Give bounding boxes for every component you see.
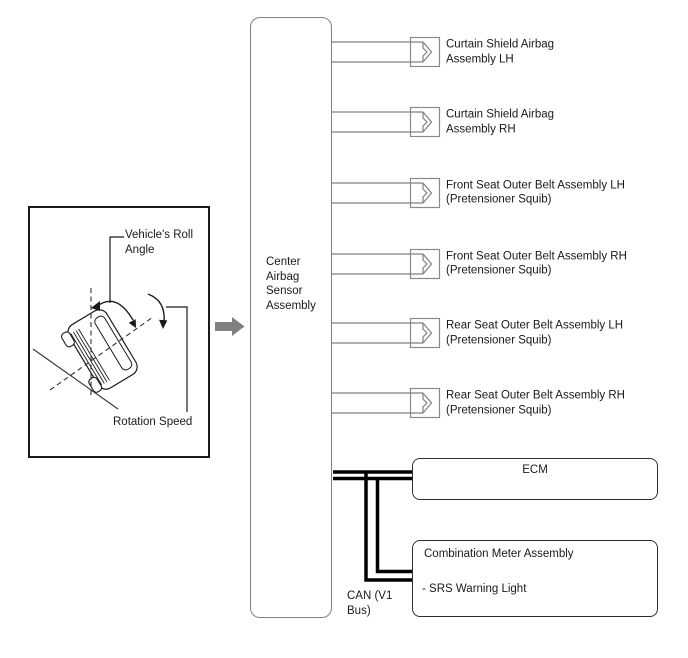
connector-icon	[332, 158, 442, 228]
wire-pair	[332, 254, 410, 274]
center-airbag-sensor-assembly-box	[250, 17, 332, 618]
center-airbag-sensor-assembly-label: Center Airbag Sensor Assembly	[266, 256, 316, 312]
srs-warning-light-label: - SRS Warning Light	[422, 583, 527, 595]
connector-icon	[332, 229, 442, 299]
peripheral-row-front-belt-lh	[332, 158, 688, 228]
connector-icon	[332, 17, 442, 87]
peripheral-row-rear-belt-rh	[332, 368, 688, 438]
connector-icon	[332, 87, 442, 157]
connector-icon	[332, 298, 442, 368]
peripheral-label: Front Seat Outer Belt Assembly LH (Pretensioner Squib)	[446, 179, 625, 206]
peripheral-row-curtain-shield-lh	[332, 17, 688, 87]
peripheral-row-rear-belt-lh	[332, 298, 688, 368]
connector-icon	[332, 368, 442, 438]
wire-pair	[332, 42, 410, 62]
peripheral-label: Curtain Shield Airbag Assembly LH	[446, 38, 555, 65]
rotation-speed-label: Rotation Speed	[113, 416, 193, 428]
peripheral-row-front-belt-rh	[332, 229, 688, 299]
peripheral-label: Curtain Shield Airbag Assembly RH	[446, 108, 555, 135]
ecm-box	[412, 458, 658, 500]
combination-meter-assembly-label: Combination Meter Assembly	[424, 548, 574, 560]
wire-pair	[332, 112, 410, 132]
peripheral-label: Front Seat Outer Belt Assembly RH (Pretensioner Squib)	[446, 250, 627, 277]
wire-pair	[332, 183, 410, 203]
roll-angle-label: Vehicle's Roll Angle	[125, 229, 194, 256]
ecm-label: ECM	[522, 464, 548, 476]
combination-meter-assembly-box	[412, 540, 658, 617]
can-bus-label: CAN (V1 Bus)	[347, 590, 393, 617]
wire-pair	[332, 393, 410, 413]
wire-pair	[332, 323, 410, 343]
can-bus-branch-outer	[366, 471, 412, 581]
peripheral-label: Rear Seat Outer Belt Assembly RH (Pretensioner Squib)	[446, 389, 625, 416]
flow-arrow	[215, 317, 245, 336]
peripheral-row-curtain-shield-rh	[332, 87, 688, 157]
peripheral-label: Rear Seat Outer Belt Assembly LH (Pretensioner Squib)	[446, 319, 624, 346]
can-bus-branch-inner	[378, 477, 413, 572]
